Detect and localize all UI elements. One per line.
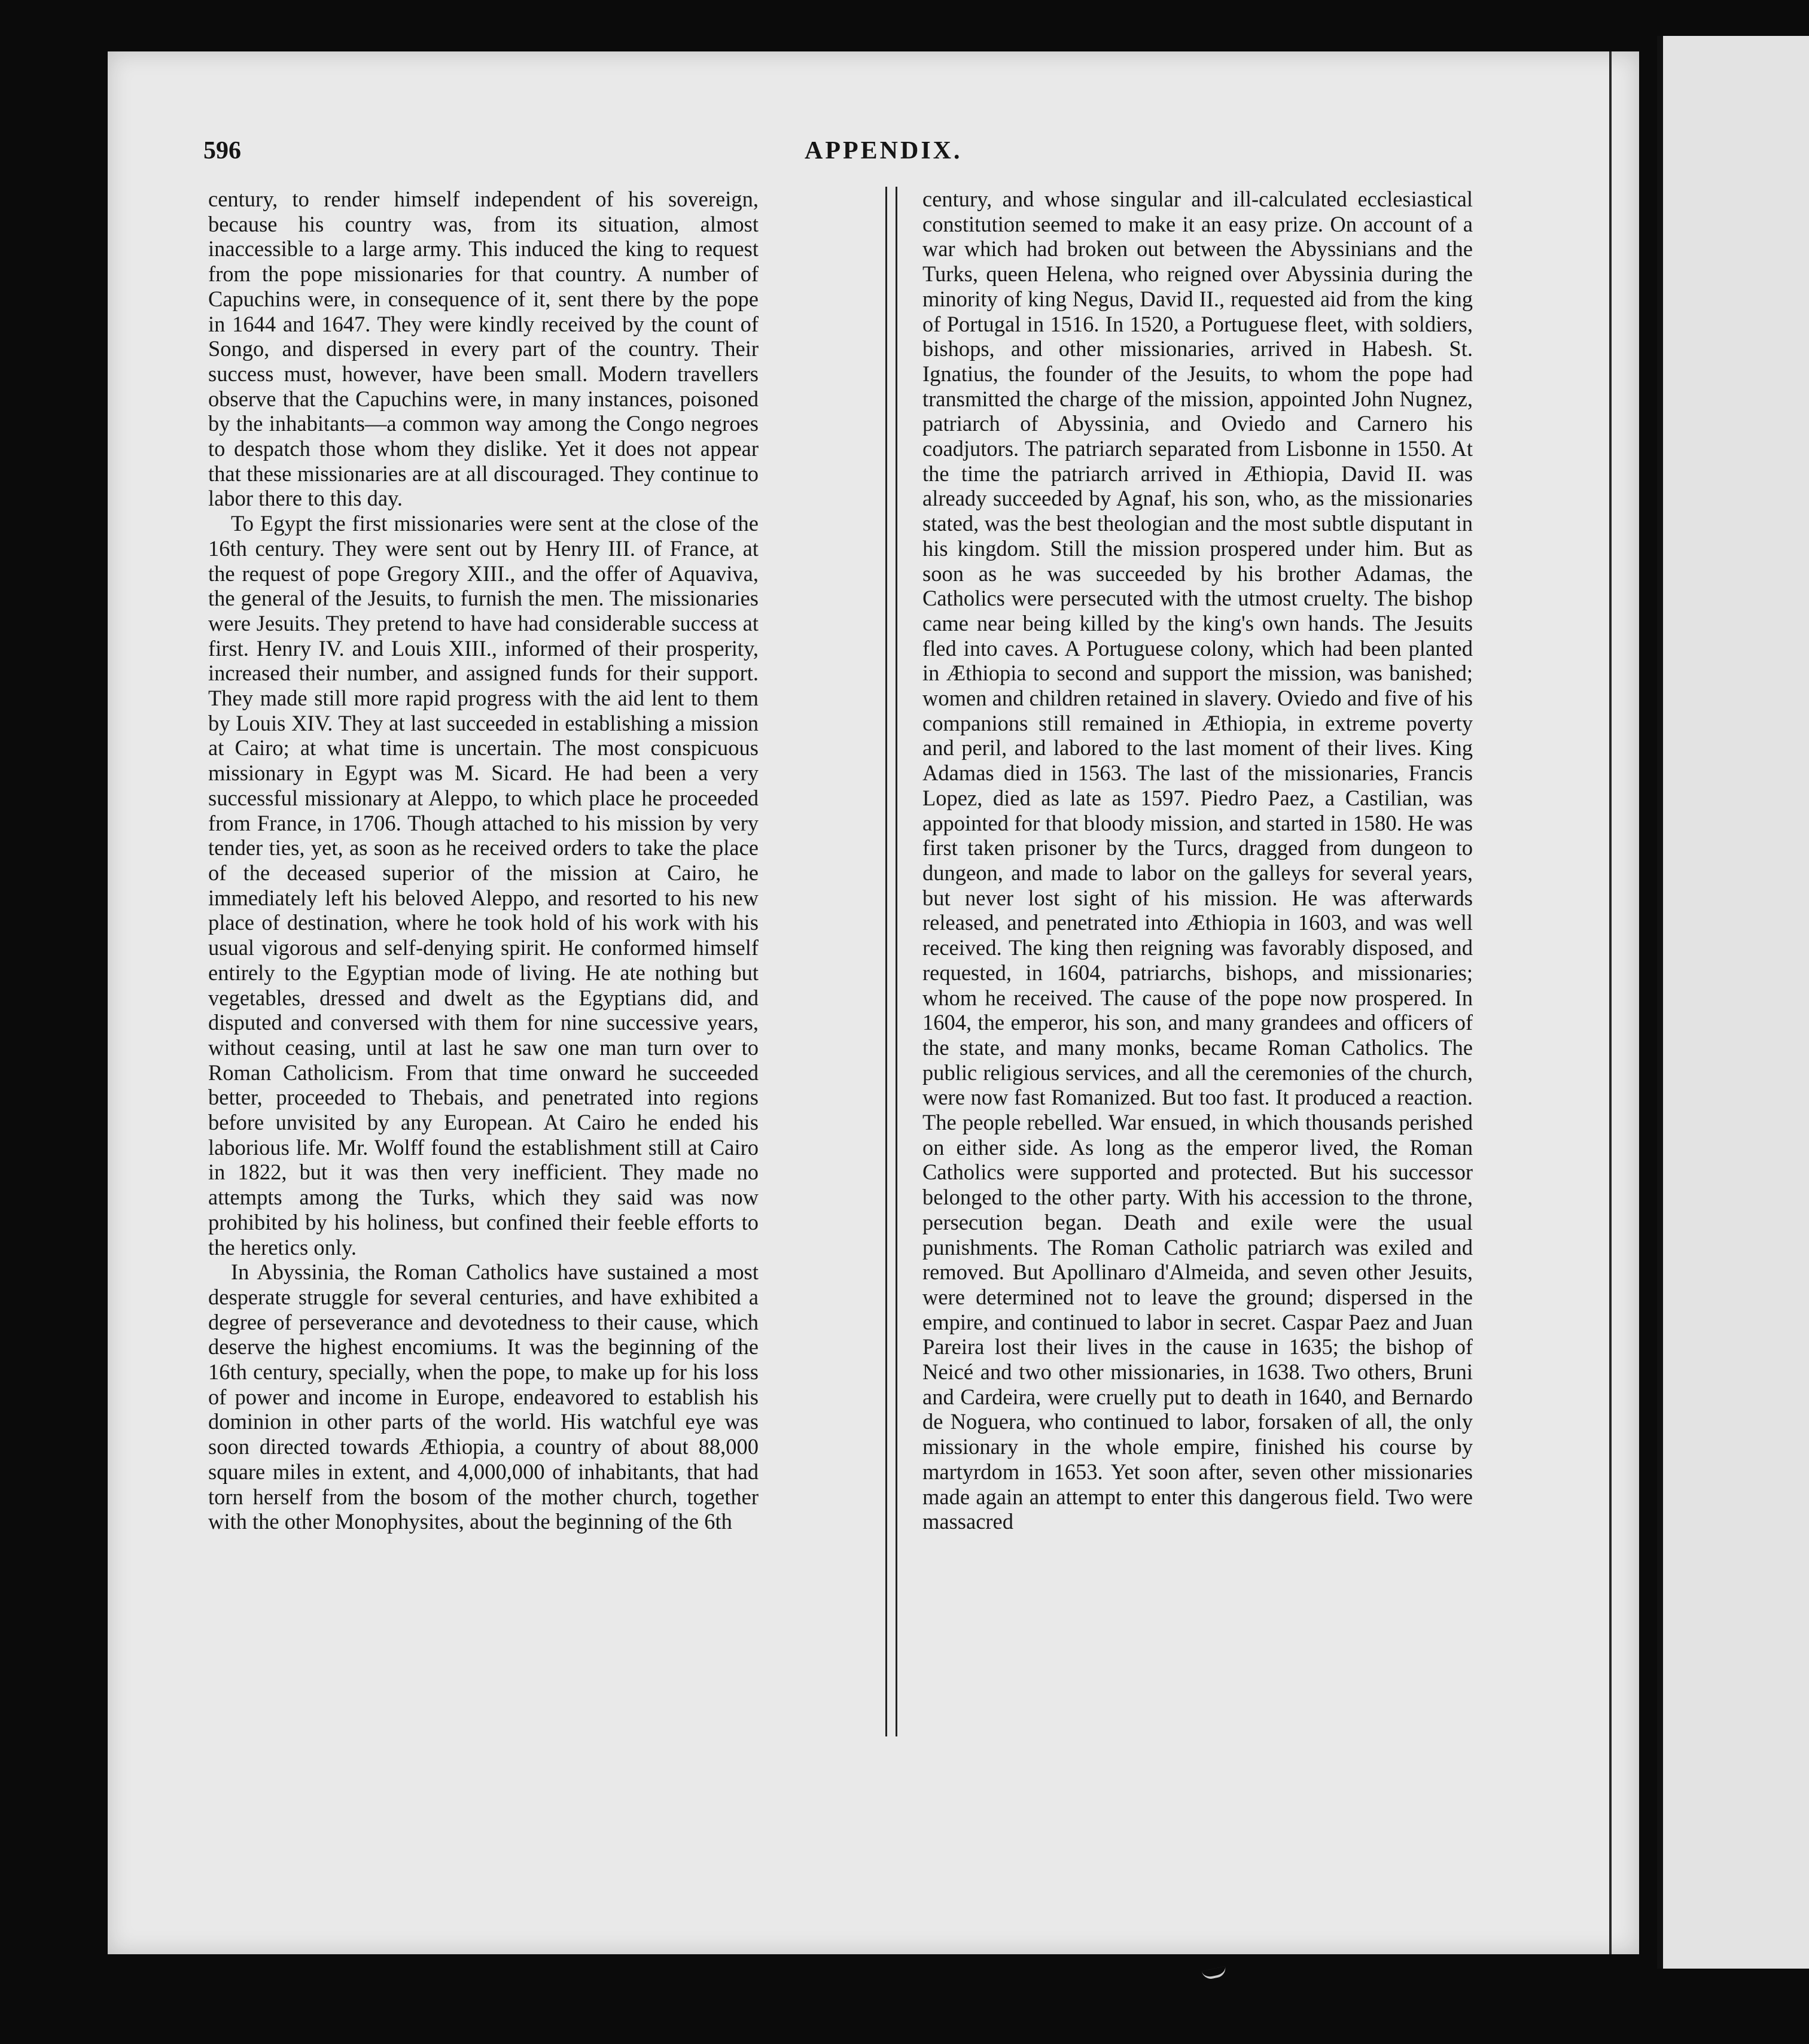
column-divider [885,187,897,1736]
paragraph: century, and whose singular and ill-calculated ecclesiastical constitution seemed to make it an easy prize. On account of a war which had broken out between the Abyssinians and the Turks, queen Helena, who reigned over Abyssinia during the minority of king Negus, David II., requested aid from the king of Portugal in 1516. In 1520, a Portuguese fleet, with soldiers, bishops, and other missionaries, arrived in Habesh. St. Ignatius, the founder of the Jesuits, to whom the pope had transmitted the charge of the mission, appointed John Nugnez, patriarch of Abyssinia, and Oviedo and Carnero his coadjutors. The patriarch separated from Lisbonne in 1550. At the time the patriarch arrived in Æthiopia, David II. was already succeeded by Agnaf, his son, who, as the missionaries stated, was the best theologian and the most subtle disputant in his kingdom. Still the mission prospered under him. But as soon as he was succeeded by his brother Adamas, the Catholics were persecuted with the utmost cruelty. The bishop came near being killed by the king's own hands. The Jesuits fled into caves. A Portuguese colony, which had been planted in Æthiopia to second and support the mission, was banished; women and children retained in slavery. Oviedo and five of his companions still remained in Æthiopia, in extreme poverty and peril, and labored to the last moment of their lives. King Adamas died in 1563. The last of the missionaries, Francis Lopez, died as late as 1597. Piedro Paez, a Castilian, was appointed for that bloody mission, and started in 1580. He was first taken prisoner by the Turcs, dragged from dungeon to dungeon, and made to labor on the galleys for several years, but never lost sight of his mission. He was afterwards released, and penetrated into Æthiopia in 1603, and was well received. The king then reigning was favorably disposed, and requested, in 1604, patriarchs, bishops, and missionaries; whom he received. The cause of the pope now prospered. In 1604, the emperor, his son, and many grandees and officers of the state, and many monks, became Roman Catholics. The public religious services, and all the ceremonies of the church, were now fast Romanized. But too fast. It produced a reaction. The people rebelled. War ensued, in which thousands perished on either side. As long as the emperor lived, the Roman Catholics were supported and protected. But his successor belonged to the other party. With his accession to the throne, persecution began. Death and exile were the usual punishments. The Roman Catholic patriarch was exiled and removed. But Apollinaro d'Almeida, and seven other Jesuits, were determined not to leave the ground; dispersed in the empire, and continued to labor in secret. Caspar Paez and Juan Pareira lost their lives in the cause in 1635; the bishop of Neicé and two other missionaries, in 1638. Two others, Bruni and Cardeira, were cruelly put to death in 1640, and Bernardo de Noguera, who continued to labor, forsaken of all, the only missionary in the whole empire, finished his course by martyrdom in 1653. Yet soon after, seven other missionaries made again an attempt to enter this dangerous field. Two were massacred [922,187,1473,1534]
page-number: 596 [203,137,241,165]
paragraph: To Egypt the first missionaries were sent at the close of the 16th century. They were sent out by Henry III. of France, at the request of pope Gregory XIII., and the offer of Aquaviva, the general of the Jesuits, to furnish the men. The missionaries were Jesuits. They pretend to have had considerable success at first. Henry IV. and Louis XIII., informed of their prosperity, increased their number, and assigned funds for their support. They made still more rapid progress with the aid lent to them by Louis XIV. They at last succeeded in establishing a mission at Cairo; at what time is uncertain. The most conspicuous missionary in Egypt was M. Sicard. He had been a very successful missionary at Aleppo, to which place he proceeded from France, in 1706. Though attached to his mission by very tender ties, yet, as soon as he received orders to take the place of the deceased superior of the mission at Cairo, he immediately left his beloved Aleppo, and resorted to his new place of destination, where he took hold of his work with his usual vigorous and self-denying spirit. He conformed himself entirely to the Egyptian mode of living. He ate nothing but vegetables, dressed and dwelt as the Egyptians did, and disputed and conversed with them for nine successive years, without ceasing, until at last he saw one man turn over to Roman Catholicism. From that time onward he succeeded better, proceeded to Thebais, and penetrated into regions before unvisited by any European. At Cairo he ended his laborious life. Mr. Wolff found the establishment still at Cairo in 1822, but it was then very inefficient. They made no attempts among the Turks, which they said was now prohibited by his holiness, but confined their feeble efforts to the heretics only. [208,511,759,1260]
page-gutter [1609,51,1612,1954]
right-column [922,187,1473,1790]
left-column [208,187,759,1790]
paragraph: century, to render himself independent of his sovereign, because his country was, from its situation, almost inaccessible to a large army. This induced the king to request from the pope missionaries for that country. A number of Capuchins were, in consequence of it, sent there by the pope in 1644 and 1647. They were kindly received by the count of Songo, and dispersed in every part of the country. Their success must, however, have been small. Modern travellers observe that the Capuchins were, in many instances, poisoned by the inhabitants—a common way among the Congo negroes to despatch those whom they dislike. Yet it does not appear that these missionaries are at all discouraged. They continue to labor there to this day. [208,187,759,511]
paragraph: In Abyssinia, the Roman Catholics have sustained a most desperate struggle for several centuries, and have exhibited a degree of perseverance and devotedness to their cause, which deserve the highest encomiums. It was the beginning of the 16th century, specially, when the pope, to make up for his loss of power and income in Europe, endeavored to establish his dominion in other parts of the world. His watchful eye was soon directed towards Æthiopia, a country of about 88,000 square miles in extent, and 4,000,000 of inhabitants, that had torn herself from the bosom of the mother church, together with the other Monophysites, about the beginning of the 6th [208,1260,759,1534]
facing-page-edge [1657,36,1809,1969]
scan-mark [1202,1966,1227,1981]
running-head: APPENDIX. [805,137,963,165]
page-header [0,136,1809,178]
